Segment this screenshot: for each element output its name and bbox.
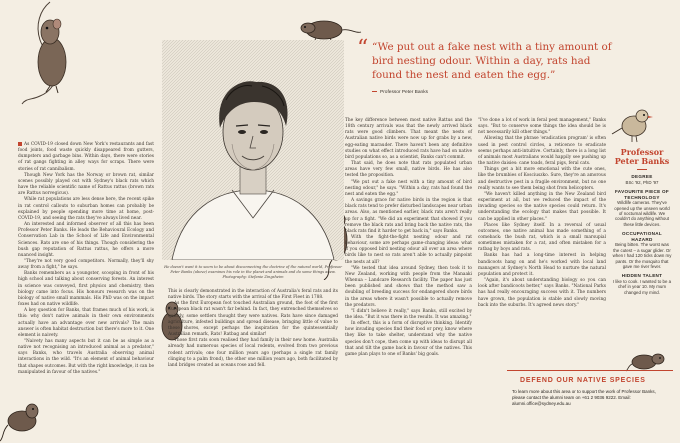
degree-value: BSc '92, PhD '97 xyxy=(625,179,659,185)
paragraph: As COVID-19 closed down New York's restaurants and fast food joints, food waste quickly disappeared from gutters, dumpsters and garbage bins. Within days, there were stories of rat gangs fighting in alley ways for scraps. There were stories of rat cannibalism. xyxy=(18,142,154,172)
paragraph: "We haven't killed anything in the New Zealand bird experiment at all, but we reduced the impact of the invading species so the native species could return. It's understanding the ecology that makes that possible. It can be applied in other places." xyxy=(478,191,606,222)
article-column-3 xyxy=(345,118,472,358)
technology-text: Wildlife cameras. They've opened up the unseen world of nocturnal wildlife. We couldn't do anything without these little devices. xyxy=(614,200,670,227)
quote-attribution-text: Professor Peter Banks xyxy=(380,90,428,95)
quote-mark-icon: “ xyxy=(357,36,369,61)
bird-illustration xyxy=(610,96,660,146)
article-column-2 xyxy=(168,289,338,369)
defend-heading: DEFEND OUR NATIVE SPECIES xyxy=(520,377,646,384)
paragraph: Places like Sydney itself. In a reversal of usual outcomes, one native animal has made something of a comeback: the bush rat, which is a small marsupial sometimes mistaken for a rat, and often mistaken for a ratbag by boys and rats. xyxy=(478,222,606,253)
paragraph: A key question for Banks, that frames much of his work, is this: why don't native animals in their own environments actually have an advantage over new arrivals? The main answer is often habitat destruction but there's more to it. One element is naivety. xyxy=(18,308,154,338)
talent-heading: HIDDEN TALENT xyxy=(621,273,663,279)
profile-sidebar xyxy=(612,148,672,295)
paragraph: As the first European foot touched Australian ground, the foot of the first European black rat wasn't far behind. In fact, they entrenched themselves so quickly, some settlers thought they were natives. Rats have since damaged agriculture, infested buildings and spread disease, bringing little of value to these shores, except perhaps the inspiration for the quintessentially Australian remark, Rats! Ratbag and similar! xyxy=(168,301,338,338)
portrait-caption: He doesn't want it to seem to be about disconnecting the doctrine of the natural world, Professor Peter Banks (above) examines his role in the planet and animals and do some things anew. Photography: Stefanie Zingsheim xyxy=(164,265,342,279)
paragraph: While rat populations are less dense here, the recent spike in rat control callouts to suburban homes can probably be explained by people spending more time at home, post-COVID-19, and seeing the rats they've always lived near. xyxy=(18,197,154,221)
paragraph: Banks remembers as a youngster, scooping in front of his high school and talking about conserving forests. An interest in science was conveyed, first physics and chemistry, then biology came into focus. His honours research was on the biology of native small mammals. His PhD was on the impact foxes had on native wildlife. xyxy=(18,271,154,308)
rat-illustration-sidebar xyxy=(626,350,670,372)
paragraph: With the fight-the-fight nesting odour and rat behaviour, some are perhaps game-changing ideas: what if you opposed bird nesting odour all over an area where birds like to nest so rats aren't able to actually pinpoint the nests at all? xyxy=(345,234,472,265)
technology-heading: FAVOURITE PIECE OF TECHNOLOGY xyxy=(614,189,670,200)
paragraph: "They're not very good competitors. Normally, they'll shy away from a fight," he says. xyxy=(18,258,154,271)
paragraph: "I've done a lot of work in feral pest management," Banks says. "But to conserve some things the idea should be is not necessarily kill other things." xyxy=(478,118,606,136)
paragraph: A savings grace for native birds in the region is that black rats tend to prefer disturbed landscapes near urban areas. Also, as mentioned earlier, black rats aren't really up for a fight. "We did an experiment that showed if you remove the black rats and bring back the native rats, the black rats find it harder to get back in," says Banks. xyxy=(345,198,472,234)
portrait-photo xyxy=(162,40,344,260)
paragraph: In effect, this is a form of disruptive thinking. Identify how invading species find their food or prey, know where they like to take shelter, understand why the native species don't cope, then come up with ideas to disrupt all that and tilt the game back in favour of the natives. This game plan plays to one of Banks' big goals. xyxy=(345,321,472,357)
hazard-heading: OCCUPATIONAL HAZARD xyxy=(622,231,662,242)
paragraph: "Naivety has many aspects but it can be as simple as a native not recognising an introduced animal as a predator," says Banks, who travels Australia observing animal interactions in the wild. "It's an element of animal behaviour that shapes outcomes. But with the right knowledge, it can be manipulated in favour of the natives." xyxy=(18,339,154,375)
paragraph: Allowing that the phrase 'eradication program' is often used in pest control circles, a reticence to eradicate seems perhaps anti-intuitive. Certainly, there is a long list of animals most Australians would happily see pushing up the native daisies: cane toads, feral pigs, feral cats. xyxy=(478,136,606,167)
rat-illustration-bottom-left xyxy=(0,395,40,443)
talent-text: I like to cook. I wanted to be a chef in year 10. My mum changed my mind. xyxy=(612,279,672,295)
paragraph: This is clearly demonstrated in the interaction of Australia's feral rats and its native birds. The story starts with the arrival of the First Fleet in 1788. xyxy=(168,289,338,301)
paragraph: That said, he does note that rats populated urban areas have very few small, native birds. He has also tested the proposition. xyxy=(345,161,472,179)
hazard-text: Being bitten. The worst was the cutest – a sugar glider. Or when I had 120 ticks down my pants. Or the mosquito that gave me river fever. xyxy=(612,242,672,270)
paragraph: An interested and informed observer of all this has been Professor Peter Banks. He leads the Behavioural Ecology and Conservation Lab in the School of Life and Environmental Sciences. Rats are one of his things. Though considering the bush gap reputation of Rattus rattus, he offers a more nuanced insight. xyxy=(18,222,154,258)
paragraph: The key difference between most native Rattus and the 18th century arrivals was that the newly arrived black rats were good climbers. That meant the nests of Australian native birds were now up for grabs by a new, egg-eating marauder. There haven't been any definitive studies on what effect introduced rats have had on native bird populations so, as a scientist, Banks can't commit. xyxy=(345,118,472,160)
paragraph: Things get a bit more emotional with the cute ones, like the brumbies of Kosciuszko. Sure, they're an amorous and destructive pest in a fragile environment, but no one really wants to see them being shot from helicopters. xyxy=(478,167,606,191)
paragraph: Though New York has the Norway or brown rat, similar scenes possibly played out with Sydney's black rats which have the reliable scientific name of Rattus rattus (brown rats are Rattus norvegicus). xyxy=(18,172,154,197)
divider xyxy=(507,370,673,371)
profile-name: Professor Peter Banks xyxy=(614,147,670,166)
paragraph: "We put out a fake nest with a tiny amount of bird nesting odour," he says. "Within a day, rats had found the nest and eaten the egg." xyxy=(345,179,472,197)
quote-dash xyxy=(372,91,377,92)
paragraph: Those first rats soon realised they had family in their new home. Australia already had numerous species of local rodents, evolved from two previous rodent arrivals; one four million years ago (perhaps a single rat family clinging to a palm frond), the other one million years ago, both facilitated by land bridges created as oceans rose and fell. xyxy=(168,338,338,368)
paragraph: Banks has had a long-time interest in helping bandicoots hang on and he's worked with local land managers at Sydney's North Head to nurture the natural population and protect it. xyxy=(478,253,606,277)
pull-quote: “We put out a fake nest with a tiny amount of bird nesting odour. Within a day, rats had found the nest and eaten the egg.” xyxy=(372,41,612,81)
lead-marker xyxy=(18,142,22,146)
paragraph: "Again, it's about understanding biology so you can look after bandicoots better," says Banks. "National Parks has had really encouraging success with it. The numbers have grown, the population is stable and slowly moving back into the suburbs. It's agreed news story." xyxy=(478,278,606,308)
degree-heading: DEGREE xyxy=(631,174,653,179)
paragraph: "We tested that idea around Sydney, then took it to New Zealand, working with people from the Manaaki Whenua – Landcare Research facility. The paper has just been published and shows that the method saw a doubling of breeding success for endangered shore birds in the areas where it wasn't possible to actually remove the predators. xyxy=(345,265,472,308)
article-column-1 xyxy=(18,142,154,376)
article-column-4 xyxy=(478,118,606,309)
pull-quote-text: We put out a fake nest with a tiny amount of bird nesting odour. Within a day, rats had found the nest and eaten the egg. xyxy=(372,41,612,81)
paragraph: "I didn't believe it really," says Banks, still excited by the idea. "But it was there in the results. It was amazing." xyxy=(345,308,472,320)
defend-body: To learn more about this area or to support the work of Professor Banks, please contact the alumni team on +61 2 9036 9222. Email: alumni.office@sydney.edu.au xyxy=(512,389,656,406)
divider xyxy=(637,169,647,170)
rat-illustration-top-left xyxy=(10,0,80,110)
quote-attribution xyxy=(372,90,428,95)
